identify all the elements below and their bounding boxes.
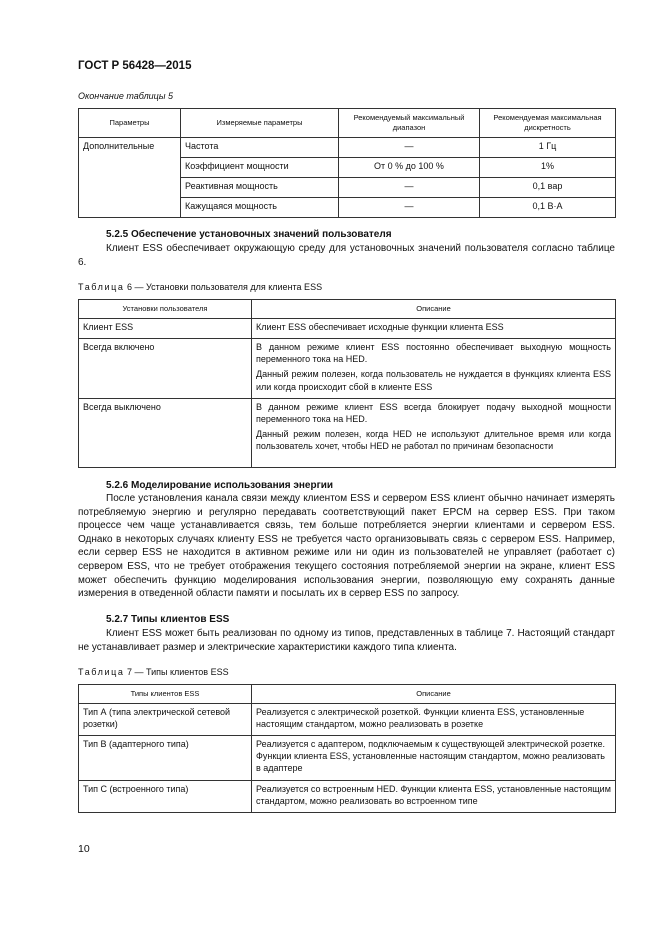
table5-cell: 1% bbox=[480, 158, 616, 178]
table7-type: Тип В (адаптерного типа) bbox=[79, 736, 252, 781]
table6-description bbox=[252, 339, 616, 399]
document-header: ГОСТ Р 56428—2015 bbox=[78, 60, 192, 72]
table6-caption-label: Таблица bbox=[78, 282, 125, 292]
table5-cell: Частота bbox=[181, 138, 339, 158]
table7-description: Реализуется с адаптером, подключаемым к существующей электрической розетке. Функции клиента ESS, установленные настоящим стандартом, можно реализовать в адаптере bbox=[252, 736, 616, 781]
section-5-2-5-title: 5.2.5 Обеспечение установочных значений пользователя bbox=[106, 229, 392, 240]
section-5-2-6-title: 5.2.6 Моделирование использования энергии bbox=[106, 480, 334, 491]
table5-header-measured: Измеряемые параметры bbox=[181, 109, 339, 138]
table5-header-params: Параметры bbox=[79, 109, 181, 138]
table5 bbox=[78, 108, 616, 218]
section-5-2-5-body: Клиент ESS обеспечивает окружающую среду для установочных значений пользователя согласно таблице 6. bbox=[78, 243, 615, 268]
table6-caption-text: 6 — Установки пользователя для клиента ESS bbox=[124, 282, 323, 292]
page-number: 10 bbox=[78, 843, 90, 855]
table7-caption-label: Таблица bbox=[78, 667, 125, 677]
table6 bbox=[78, 299, 616, 468]
table6-description-text: В данном режиме клиент ESS всегда блокирует подачу выходной мощности переменного тока на HED. bbox=[256, 401, 611, 424]
table6-description-text: Данный режим полезен, когда пользователь не нуждается в функциях клиента ESS или когда происходит сбой в клиенте ESS bbox=[256, 369, 611, 392]
table7-description: Реализуется с электрической розеткой. Функции клиента ESS, установленные настоящим стандартом, можно реализовать в розетке bbox=[252, 704, 616, 736]
section-5-2-7-title: 5.2.7 Типы клиентов ESS bbox=[106, 614, 230, 625]
table7-header-description: Описание bbox=[252, 685, 616, 704]
table6-setting: Всегда выключено bbox=[79, 398, 252, 467]
table7-description: Реализуется со встроенным HED. Функции клиента ESS, установленные настоящим стандартом, можно реализовать во встроенном типе bbox=[252, 781, 616, 813]
table7-caption bbox=[78, 667, 229, 677]
table5-cell: 1 Гц bbox=[480, 138, 616, 158]
section-5-2-6-body: После установления канала связи между клиентом ESS и сервером ESS клиент обычно начинает измерять потребляемую энергию и регулярно передавать соответствующий пакет EPCM на сервер ESS. При таком процессе чем чаще устанавливается связь, тем больше потребляется энергии клиентами и сервером ESS. Однако в некоторых случаях клиенту ESS не требуется часто организовывать связь с сервером ESS. Например, если сервер ESS не находится в активном режиме или ни один из пользователей не управляет (работает с) сервером ESS, что не требует отображения текущего состояния потребляемой энергии на экране, клиент ESS может обеспечить функцию моделирования использования энергии, позволяющую ему сохранять данные измерения в отведенной области памяти и посылать их в сервер ESS по запросу. bbox=[78, 493, 615, 600]
table7-caption-text: 7 — Типы клиентов ESS bbox=[124, 667, 229, 677]
table6-setting: Клиент ESS bbox=[79, 319, 252, 339]
table5-cell: Кажущаяся мощность bbox=[181, 198, 339, 218]
table5-cell: — bbox=[339, 178, 480, 198]
table5-cell: 0,1 В·А bbox=[480, 198, 616, 218]
table7-header-type: Типы клиентов ESS bbox=[79, 685, 252, 704]
table6-setting: Всегда включено bbox=[79, 339, 252, 399]
table5-cell: Реактивная мощность bbox=[181, 178, 339, 198]
table6-header-description: Описание bbox=[252, 300, 616, 319]
table6-description-text: В данном режиме клиент ESS постоянно обеспечивает выходную мощность переменного тока на HED. bbox=[256, 342, 611, 365]
table7-type: Тип С (встроенного типа) bbox=[79, 781, 252, 813]
table5-header-resolution: Рекомендуемая максимальная дискретность bbox=[480, 109, 616, 138]
table5-cell: 0,1 вар bbox=[480, 178, 616, 198]
table6-caption bbox=[78, 282, 322, 292]
table6-description bbox=[252, 398, 616, 467]
table5-group: Дополнительные bbox=[79, 138, 181, 218]
table6-description bbox=[252, 319, 616, 339]
table7 bbox=[78, 684, 616, 813]
table5-caption: Окончание таблицы 5 bbox=[78, 91, 173, 101]
table6-description-text: Данный режим полезен, когда HED не используют длительное время или когда пользователь хочет, чтобы HED не работал по причинам безопасности bbox=[256, 428, 611, 452]
table6-description-text: Клиент ESS обеспечивает исходные функции клиента ESS bbox=[256, 322, 504, 332]
table7-type: Тип А (типа электрической сетевой розетки) bbox=[79, 704, 252, 736]
table5-cell: — bbox=[339, 138, 480, 158]
table5-cell: Коэффициент мощности bbox=[181, 158, 339, 178]
section-5-2-7-body: Клиент ESS может быть реализован по одному из типов, представленных в таблице 7. Настоящий стандарт не устанавливает размер и электрические характеристики каждого типа клиента. bbox=[78, 628, 615, 653]
table5-header-range: Рекомендуемый максимальный диапазон bbox=[339, 109, 480, 138]
table5-cell: — bbox=[339, 198, 480, 218]
table6-header-setting: Установки пользователя bbox=[79, 300, 252, 319]
table5-cell: От 0 % до 100 % bbox=[339, 158, 480, 178]
